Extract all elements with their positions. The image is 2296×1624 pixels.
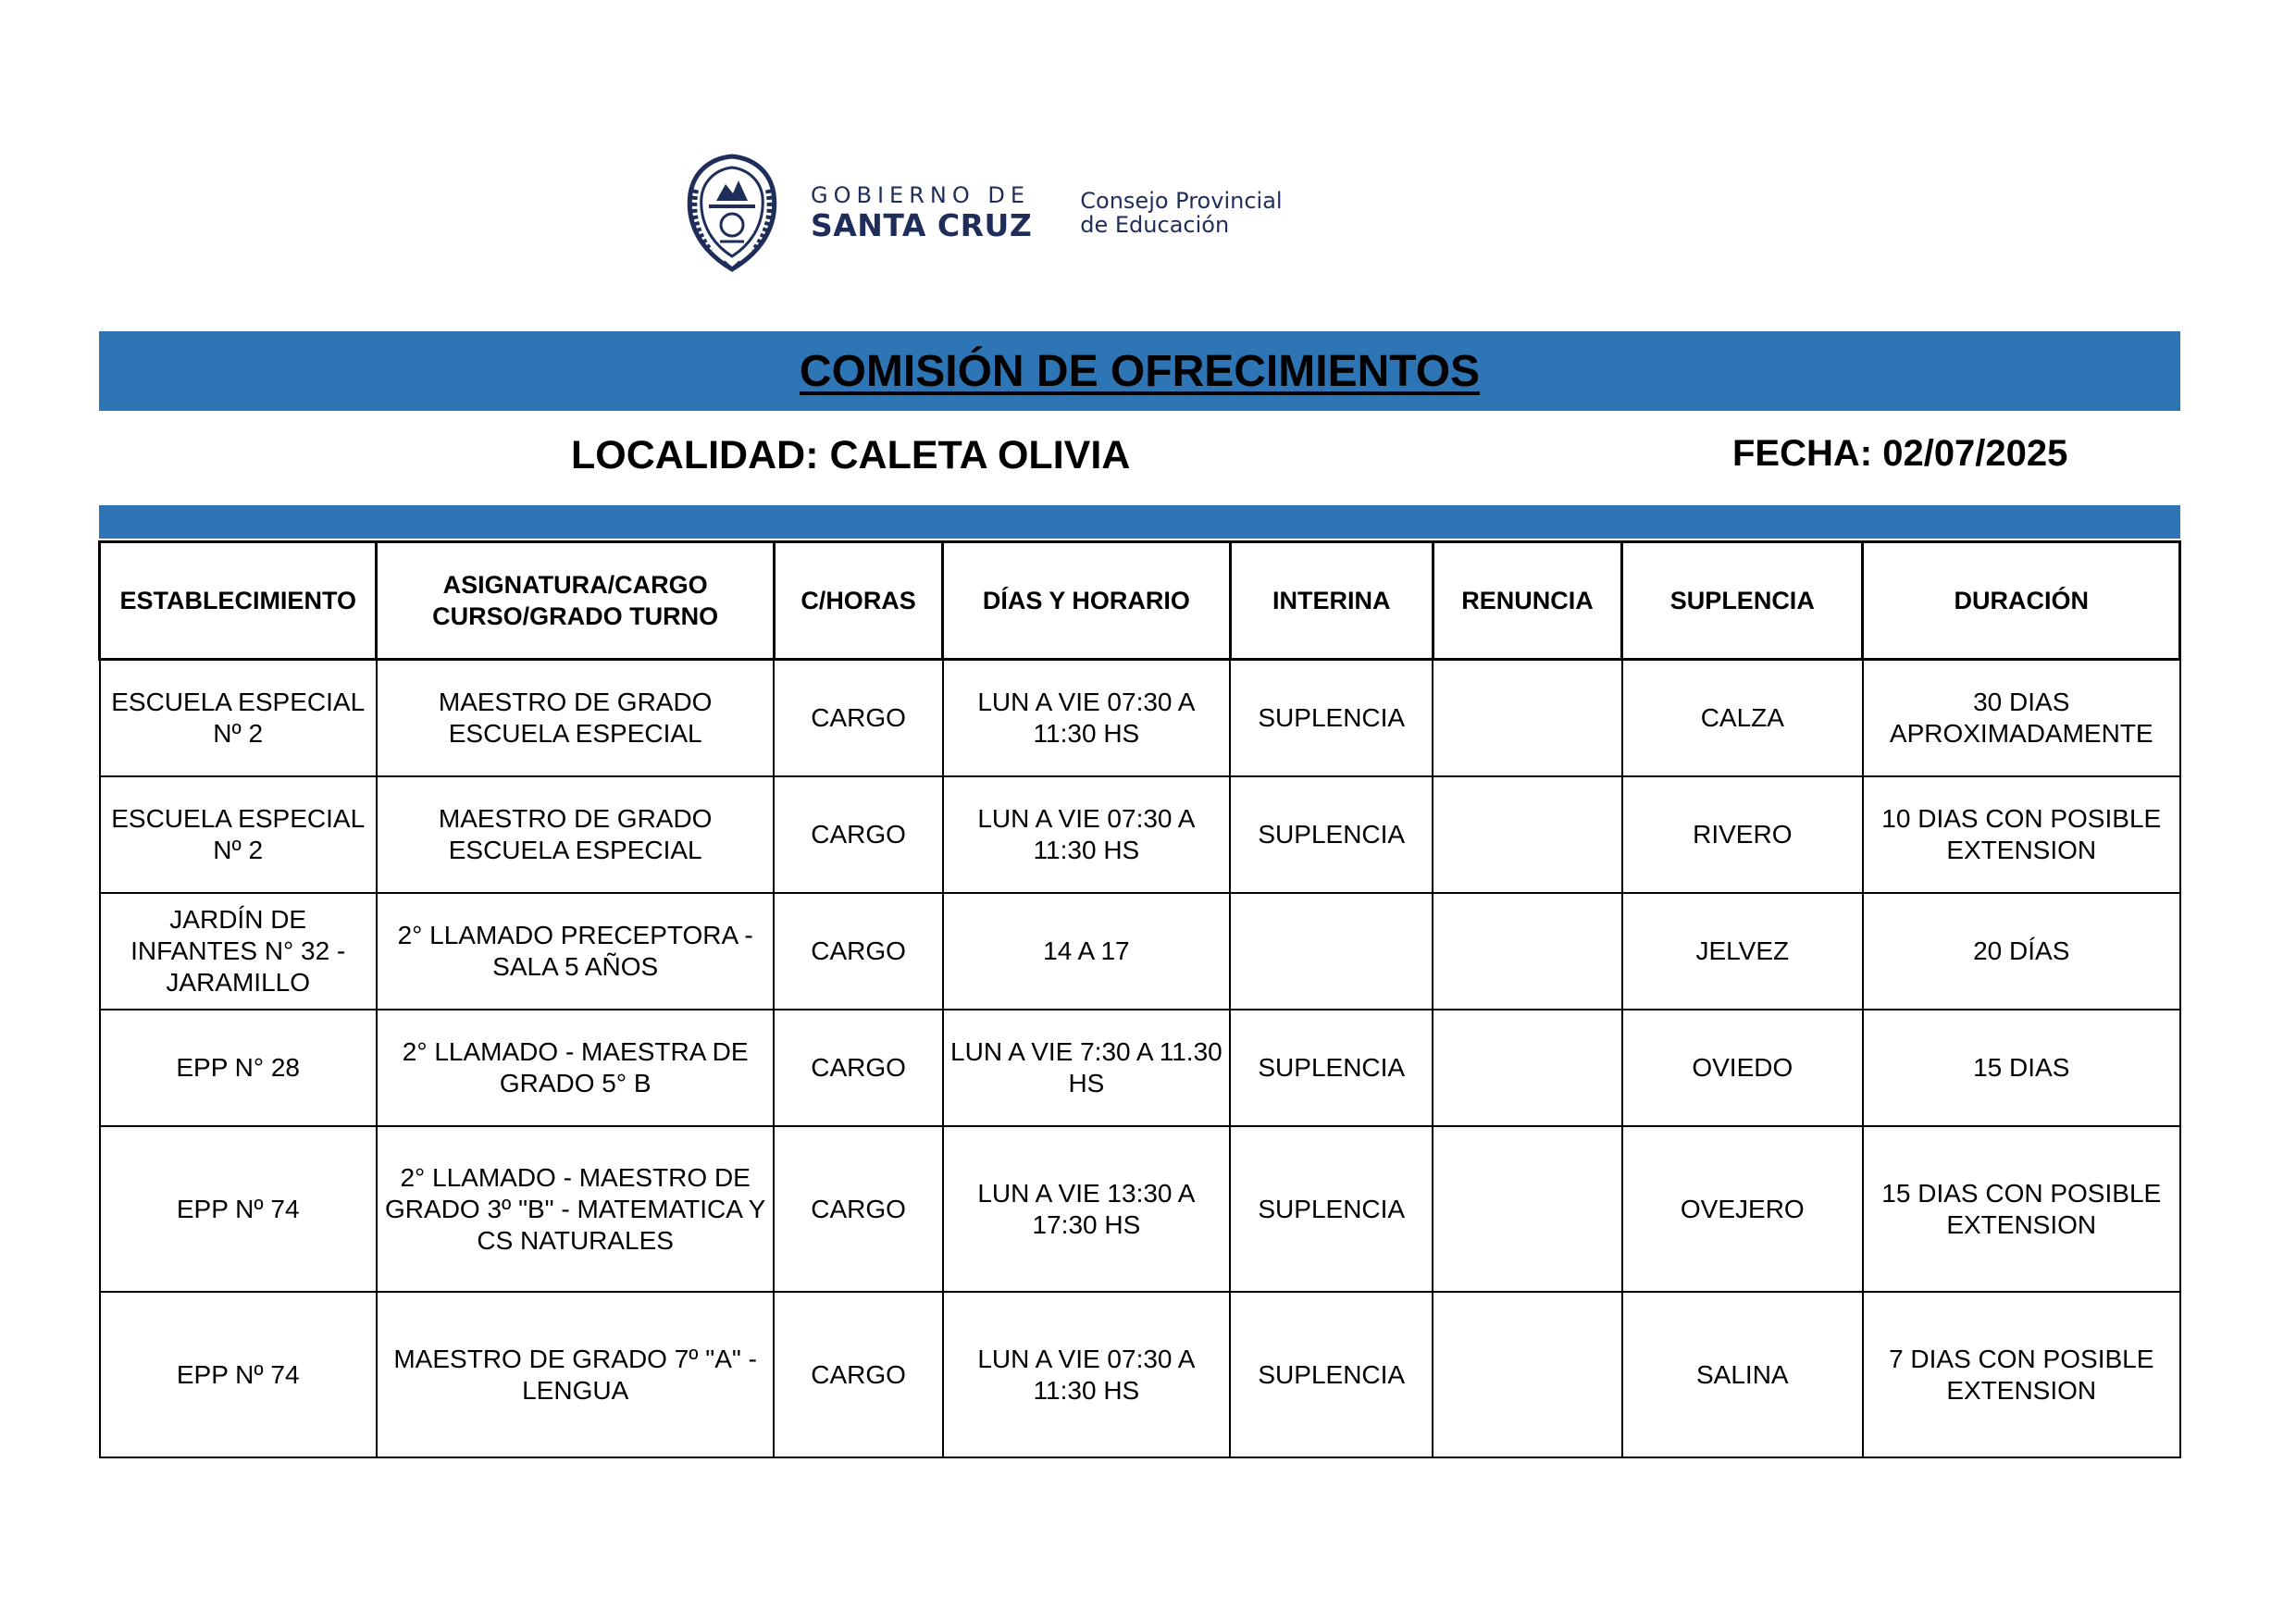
cell-renuncia xyxy=(1433,776,1621,893)
cell-suplencia: CALZA xyxy=(1622,660,1863,777)
cell-duracion: 15 DIAS xyxy=(1863,1010,2180,1126)
cell-interina: SUPLENCIA xyxy=(1230,1292,1433,1457)
council-line-1: Consejo Provincial xyxy=(1080,188,1283,214)
cell-renuncia xyxy=(1433,1292,1621,1457)
header-horas: C/HORAS xyxy=(774,542,942,660)
cell-asignatura: MAESTRO DE GRADO ESCUELA ESPECIAL xyxy=(377,660,775,777)
cell-horas: CARGO xyxy=(774,776,942,893)
cell-renuncia xyxy=(1433,893,1621,1010)
cell-horas: CARGO xyxy=(774,1010,942,1126)
government-label: GOBIERNO DE xyxy=(811,182,1030,208)
cell-establecimiento: EPP Nº 74 xyxy=(100,1292,377,1457)
offers-table xyxy=(98,540,2181,1458)
cell-asignatura: MAESTRO DE GRADO ESCUELA ESPECIAL xyxy=(377,776,775,893)
cell-interina: SUPLENCIA xyxy=(1230,1010,1433,1126)
cell-duracion: 7 DIAS CON POSIBLE EXTENSION xyxy=(1863,1292,2180,1457)
cell-horario: LUN A VIE 07:30 A 11:30 HS xyxy=(943,660,1230,777)
table-row xyxy=(100,660,2180,777)
council-line-2: de Educación xyxy=(1080,212,1230,238)
government-name xyxy=(811,182,1032,243)
cell-establecimiento: EPP N° 28 xyxy=(100,1010,377,1126)
cell-horas: CARGO xyxy=(774,1126,942,1292)
header-renuncia: RENUNCIA xyxy=(1433,542,1621,660)
cell-duracion: 10 DIAS CON POSIBLE EXTENSION xyxy=(1863,776,2180,893)
cell-horario: LUN A VIE 07:30 A 11:30 HS xyxy=(943,776,1230,893)
cell-asignatura: MAESTRO DE GRADO 7º "A" - LENGUA xyxy=(377,1292,775,1457)
cell-establecimiento: EPP Nº 74 xyxy=(100,1126,377,1292)
cell-suplencia: OVIEDO xyxy=(1622,1010,1863,1126)
cell-interina: SUPLENCIA xyxy=(1230,776,1433,893)
cell-suplencia: SALINA xyxy=(1622,1292,1863,1457)
header-interina: INTERINA xyxy=(1230,542,1433,660)
cell-asignatura: 2° LLAMADO - MAESTRO DE GRADO 3º "B" - MATEMATICA Y CS NATURALES xyxy=(377,1126,775,1292)
header-logo xyxy=(683,153,1283,273)
santa-cruz-seal-icon xyxy=(683,153,781,273)
table-row xyxy=(100,776,2180,893)
cell-renuncia xyxy=(1433,1126,1621,1292)
header-horario: DÍAS Y HORARIO xyxy=(943,542,1230,660)
cell-renuncia xyxy=(1433,660,1621,777)
table-row xyxy=(100,1292,2180,1457)
cell-horas: CARGO xyxy=(774,1292,942,1457)
cell-horario: LUN A VIE 7:30 A 11.30 HS xyxy=(943,1010,1230,1126)
cell-horario: 14 A 17 xyxy=(943,893,1230,1010)
province-name: SANTA CRUZ xyxy=(811,207,1033,243)
header-duracion: DURACIÓN xyxy=(1863,542,2180,660)
header-asignatura: ASIGNATURA/CARGO CURSO/GRADO TURNO xyxy=(377,542,775,660)
cell-horas: CARGO xyxy=(774,660,942,777)
cell-suplencia: RIVERO xyxy=(1622,776,1863,893)
cell-asignatura: 2° LLAMADO PRECEPTORA - SALA 5 AÑOS xyxy=(377,893,775,1010)
title-bar xyxy=(99,331,2180,411)
cell-establecimiento: JARDÍN DE INFANTES N° 32 - JARAMILLO xyxy=(100,893,377,1010)
cell-horas: CARGO xyxy=(774,893,942,1010)
cell-suplencia: JELVEZ xyxy=(1622,893,1863,1010)
table-top-strip xyxy=(99,505,2180,539)
cell-suplencia: OVEJERO xyxy=(1622,1126,1863,1292)
cell-renuncia xyxy=(1433,1010,1621,1126)
cell-interina: SUPLENCIA xyxy=(1230,660,1433,777)
table-row xyxy=(100,1126,2180,1292)
table-header-row xyxy=(100,542,2180,660)
cell-duracion: 15 DIAS CON POSIBLE EXTENSION xyxy=(1863,1126,2180,1292)
cell-horario: LUN A VIE 13:30 A 17:30 HS xyxy=(943,1126,1230,1292)
cell-asignatura: 2° LLAMADO - MAESTRA DE GRADO 5° B xyxy=(377,1010,775,1126)
cell-establecimiento: ESCUELA ESPECIAL Nº 2 xyxy=(100,776,377,893)
localidad-label: LOCALIDAD: CALETA OLIVIA xyxy=(571,433,1131,477)
cell-interina: SUPLENCIA xyxy=(1230,1126,1433,1292)
cell-establecimiento: ESCUELA ESPECIAL Nº 2 xyxy=(100,660,377,777)
header-establecimiento: ESTABLECIMIENTO xyxy=(100,542,377,660)
page-title: COMISIÓN DE OFRECIMIENTOS xyxy=(799,346,1481,396)
cell-duracion: 20 DÍAS xyxy=(1863,893,2180,1010)
fecha-label: FECHA: 02/07/2025 xyxy=(1732,433,2068,474)
council-name xyxy=(1080,189,1282,237)
table-row xyxy=(100,1010,2180,1126)
header-suplencia: SUPLENCIA xyxy=(1622,542,1863,660)
table-row xyxy=(100,893,2180,1010)
cell-interina xyxy=(1230,893,1433,1010)
cell-duracion: 30 DIAS APROXIMADAMENTE xyxy=(1863,660,2180,777)
cell-horario: LUN A VIE 07:30 A 11:30 HS xyxy=(943,1292,1230,1457)
